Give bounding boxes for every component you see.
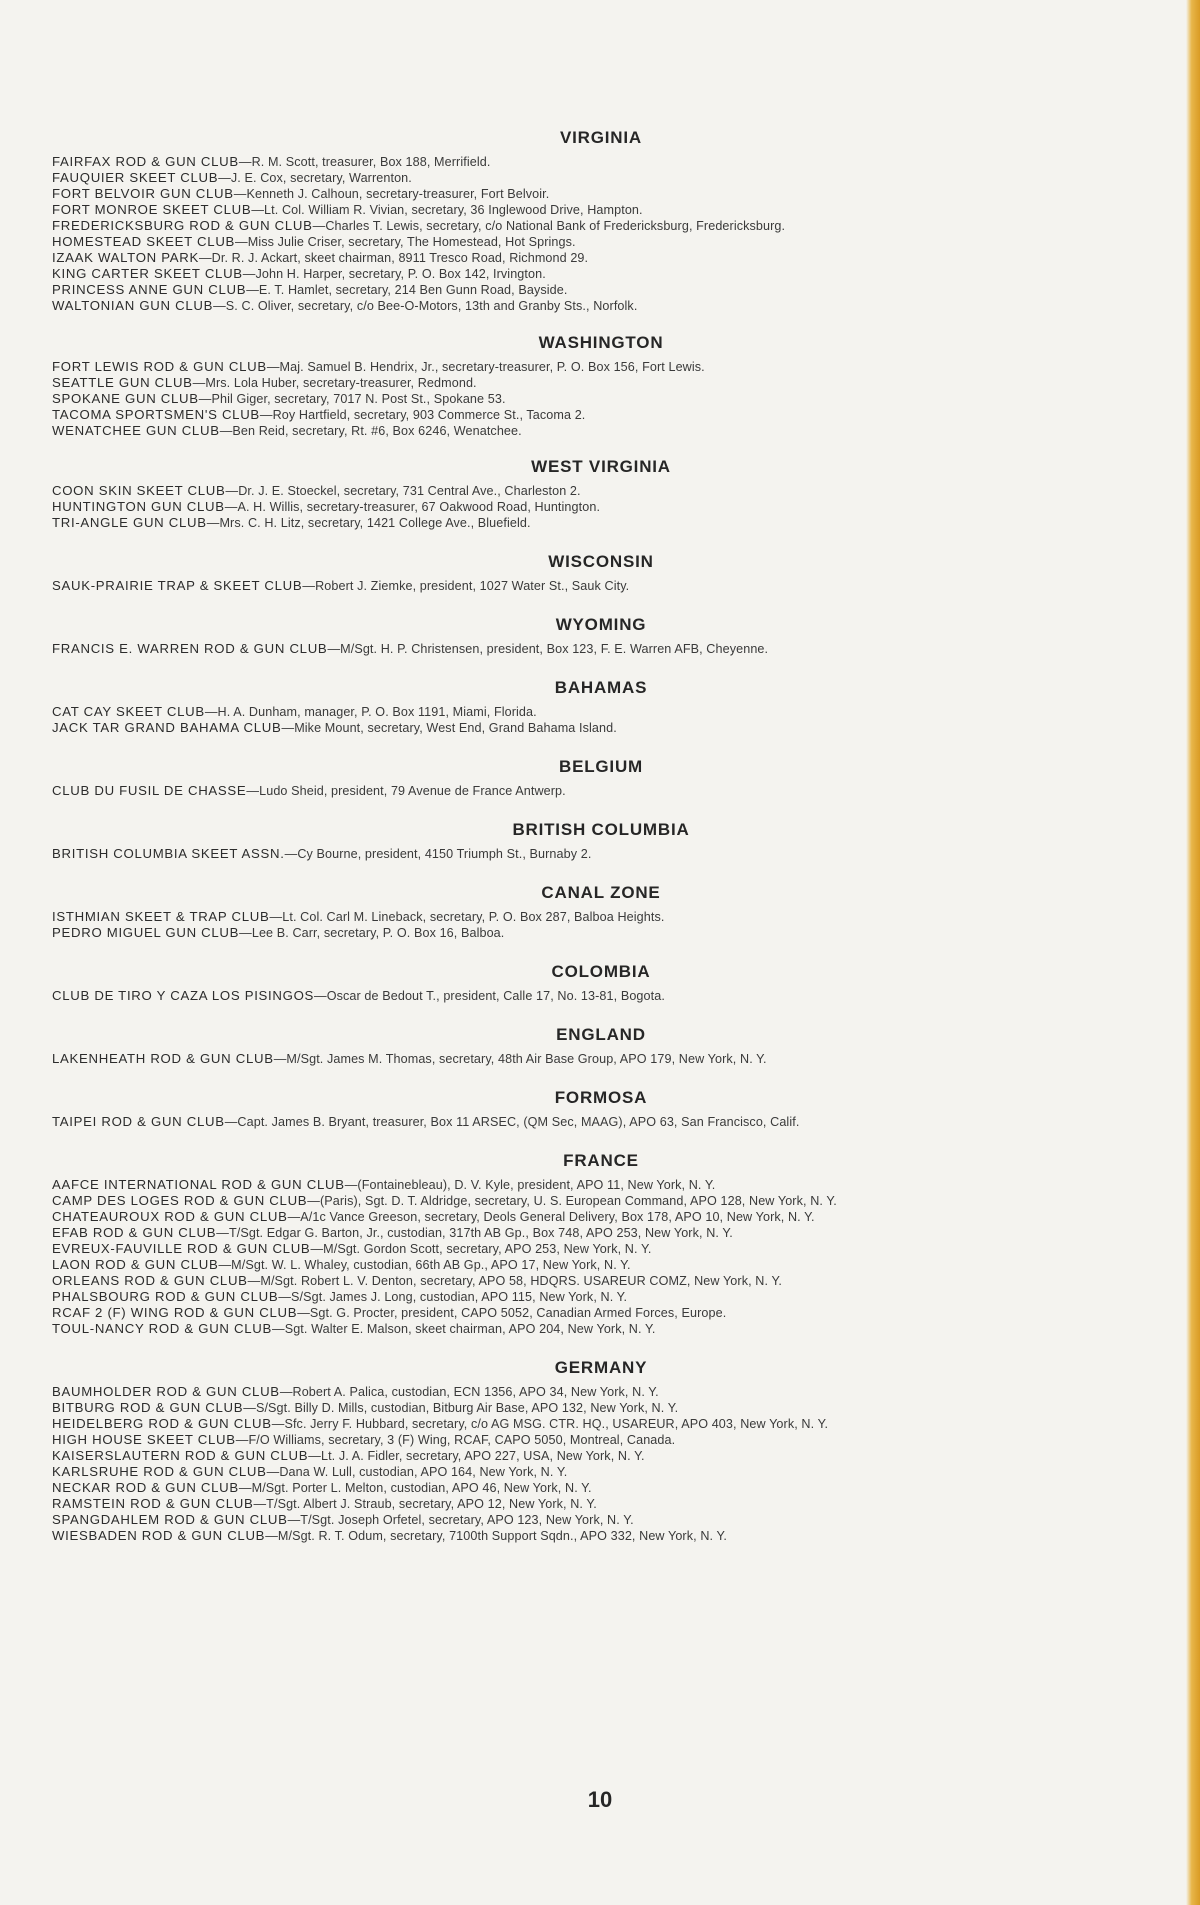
club-details: —Sfc. Jerry F. Hubbard, secretary, c/o AG MSG. CTR. HQ., USAREUR, APO 403, New York, N. Y. xyxy=(271,1417,829,1431)
club-details: —T/Sgt. Edgar G. Barton, Jr., custodian, 317th AB Gp., Box 748, APO 253, New York, N. Y. xyxy=(216,1226,733,1240)
club-entry xyxy=(52,266,1150,282)
club-name: FRANCIS E. WARREN ROD & GUN CLUB xyxy=(52,641,328,656)
club-name: EVREUX-FAUVILLE ROD & GUN CLUB xyxy=(52,1241,311,1256)
club-name: HOMESTEAD SKEET CLUB xyxy=(52,234,236,249)
club-name: COON SKIN SKEET CLUB xyxy=(52,483,226,498)
state-section xyxy=(52,757,1150,799)
section-title: WISCONSIN xyxy=(548,552,654,571)
club-name: HEIDELBERG ROD & GUN CLUB xyxy=(52,1416,272,1431)
club-entry xyxy=(52,359,1150,375)
club-entry xyxy=(52,720,1150,736)
club-entry xyxy=(52,1225,1150,1241)
club-name: SEATTLE GUN CLUB xyxy=(52,375,193,390)
club-details: —M/Sgt. Porter L. Melton, custodian, APO 46, New York, N. Y. xyxy=(238,1481,592,1495)
club-name: FORT LEWIS ROD & GUN CLUB xyxy=(52,359,267,374)
club-entry xyxy=(52,202,1150,218)
club-details: —M/Sgt. James M. Thomas, secretary, 48th Air Base Group, APO 179, New York, N. Y. xyxy=(273,1052,767,1066)
club-details: —S/Sgt. James J. Long, custodian, APO 115, New York, N. Y. xyxy=(278,1290,628,1304)
club-entry xyxy=(52,1321,1150,1337)
section-title: WYOMING xyxy=(555,615,647,634)
section-title: BELGIUM xyxy=(559,757,643,776)
club-entry xyxy=(52,407,1150,423)
section-title: FRANCE xyxy=(563,1151,639,1170)
club-entry xyxy=(52,1273,1150,1289)
club-name: JACK TAR GRAND BAHAMA CLUB xyxy=(52,720,282,735)
club-entry xyxy=(52,1257,1150,1273)
club-entry xyxy=(52,578,1150,594)
club-entry xyxy=(52,1480,1150,1496)
club-name: WENATCHEE GUN CLUB xyxy=(52,423,220,438)
club-name: KAISERSLAUTERN ROD & GUN CLUB xyxy=(52,1448,309,1463)
club-details: —Charles T. Lewis, secretary, c/o National Bank of Fredericksburg, Fredericksburg. xyxy=(312,219,786,233)
club-name: FORT MONROE SKEET CLUB xyxy=(52,202,252,217)
state-section xyxy=(52,820,1150,862)
club-entry xyxy=(52,170,1150,186)
state-section xyxy=(52,552,1150,594)
state-section xyxy=(52,1358,1150,1544)
club-details: —Ben Reid, secretary, Rt. #6, Box 6246, Wenatchee. xyxy=(219,424,522,438)
club-name: CAT CAY SKEET CLUB xyxy=(52,704,205,719)
club-entry xyxy=(52,1305,1150,1321)
club-entry xyxy=(52,499,1150,515)
club-name: TACOMA SPORTSMEN'S CLUB xyxy=(52,407,260,422)
section-title: BRITISH COLUMBIA xyxy=(512,820,690,839)
club-name: SPANGDAHLEM ROD & GUN CLUB xyxy=(52,1512,288,1527)
state-section xyxy=(52,678,1150,736)
club-name: FORT BELVOIR GUN CLUB xyxy=(52,186,234,201)
club-entry xyxy=(52,483,1150,499)
club-name: TRI-ANGLE GUN CLUB xyxy=(52,515,207,530)
club-name: KING CARTER SKEET CLUB xyxy=(52,266,243,281)
club-name: CLUB DE TIRO Y CAZA LOS PISINGOS xyxy=(52,988,315,1003)
club-details: —Robert A. Palica, custodian, ECN 1356, APO 34, New York, N. Y. xyxy=(279,1385,659,1399)
club-entry xyxy=(52,298,1150,314)
club-name: NECKAR ROD & GUN CLUB xyxy=(52,1480,239,1495)
club-details: —Mrs. Lola Huber, secretary-treasurer, Redmond. xyxy=(192,376,477,390)
state-section xyxy=(52,457,1150,531)
club-details: —E. T. Hamlet, secretary, 214 Ben Gunn Road, Bayside. xyxy=(246,283,568,297)
club-name: LAON ROD & GUN CLUB xyxy=(52,1257,219,1272)
club-details: —Mike Mount, secretary, West End, Grand Bahama Island. xyxy=(281,721,617,735)
section-title: COLOMBIA xyxy=(551,962,651,981)
club-details: —Lt. Col. Carl M. Lineback, secretary, P. O. Box 287, Balboa Heights. xyxy=(269,910,665,924)
club-details: —M/Sgt. Gordon Scott, secretary, APO 253, New York, N. Y. xyxy=(310,1242,652,1256)
club-entry xyxy=(52,186,1150,202)
club-details: —Dana W. Lull, custodian, APO 164, New York, N. Y. xyxy=(266,1465,568,1479)
state-section xyxy=(52,1025,1150,1067)
club-details: —H. A. Dunham, manager, P. O. Box 1191, Miami, Florida. xyxy=(204,705,537,719)
state-section xyxy=(52,1088,1150,1130)
club-details: —S/Sgt. Billy D. Mills, custodian, Bitburg Air Base, APO 132, New York, N. Y. xyxy=(243,1401,679,1415)
club-entry xyxy=(52,1114,1150,1130)
club-details: —F/O Williams, secretary, 3 (F) Wing, RCAF, CAPO 5050, Montreal, Canada. xyxy=(235,1433,676,1447)
club-entry xyxy=(52,1432,1150,1448)
state-section xyxy=(52,883,1150,941)
club-name: TAIPEI ROD & GUN CLUB xyxy=(52,1114,225,1129)
club-entry xyxy=(52,375,1150,391)
club-entry xyxy=(52,234,1150,250)
club-name: CHATEAUROUX ROD & GUN CLUB xyxy=(52,1209,288,1224)
club-name: PRINCESS ANNE GUN CLUB xyxy=(52,282,247,297)
club-details: —Miss Julie Criser, secretary, The Homestead, Hot Springs. xyxy=(235,235,576,249)
club-entry xyxy=(52,1496,1150,1512)
section-title: WEST VIRGINIA xyxy=(531,457,671,476)
club-entry xyxy=(52,1209,1150,1225)
page-edge xyxy=(1186,0,1200,1905)
club-details: —Mrs. C. H. Litz, secretary, 1421 College Ave., Bluefield. xyxy=(206,516,531,530)
club-details: —Dr. R. J. Ackart, skeet chairman, 8911 Tresco Road, Richmond 29. xyxy=(198,251,589,265)
club-entry xyxy=(52,154,1150,170)
club-details: —Dr. J. E. Stoeckel, secretary, 731 Central Ave., Charleston 2. xyxy=(225,484,581,498)
state-section xyxy=(52,615,1150,657)
club-name: ORLEANS ROD & GUN CLUB xyxy=(52,1273,248,1288)
club-name: FAIRFAX ROD & GUN CLUB xyxy=(52,154,239,169)
club-name: PEDRO MIGUEL GUN CLUB xyxy=(52,925,240,940)
club-entry xyxy=(52,423,1150,439)
club-details: —Sgt. G. Procter, president, CAPO 5052, Canadian Armed Forces, Europe. xyxy=(297,1306,727,1320)
club-name: CAMP DES LOGES ROD & GUN CLUB xyxy=(52,1193,308,1208)
section-title: WASHINGTON xyxy=(538,333,664,352)
club-details: —Oscar de Bedout T., president, Calle 17, No. 13-81, Bogota. xyxy=(314,989,665,1003)
club-entry xyxy=(52,1241,1150,1257)
club-details: —A. H. Willis, secretary-treasurer, 67 Oakwood Road, Huntington. xyxy=(224,500,601,514)
club-details: —M/Sgt. W. L. Whaley, custodian, 66th AB Gp., APO 17, New York, N. Y. xyxy=(218,1258,631,1272)
club-details: —J. E. Cox, secretary, Warrenton. xyxy=(218,171,412,185)
section-title: FORMOSA xyxy=(554,1088,648,1107)
club-name: WIESBADEN ROD & GUN CLUB xyxy=(52,1528,266,1543)
club-name: HUNTINGTON GUN CLUB xyxy=(52,499,225,514)
club-details: —Lt. J. A. Fidler, secretary, APO 227, USA, New York, N. Y. xyxy=(308,1449,645,1463)
club-name: FAUQUIER SKEET CLUB xyxy=(52,170,219,185)
club-name: WALTONIAN GUN CLUB xyxy=(52,298,214,313)
club-details: —John H. Harper, secretary, P. O. Box 142, Irvington. xyxy=(242,267,546,281)
club-entry xyxy=(52,925,1150,941)
club-entry xyxy=(52,1528,1150,1544)
club-name: RCAF 2 (F) WING ROD & GUN CLUB xyxy=(52,1305,298,1320)
club-details: —M/Sgt. H. P. Christensen, president, Box 123, F. E. Warren AFB, Cheyenne. xyxy=(327,642,769,656)
club-details: —Capt. James B. Bryant, treasurer, Box 11 ARSEC, (QM Sec, MAAG), APO 63, San Francisco, Calif. xyxy=(224,1115,800,1129)
club-name: TOUL-NANCY ROD & GUN CLUB xyxy=(52,1321,272,1336)
state-section xyxy=(52,1151,1150,1337)
club-details: —T/Sgt. Albert J. Straub, secretary, APO 12, New York, N. Y. xyxy=(253,1497,597,1511)
club-details: —Cy Bourne, president, 4150 Triumph St., Burnaby 2. xyxy=(284,847,592,861)
club-entry xyxy=(52,909,1150,925)
club-name: KARLSRUHE ROD & GUN CLUB xyxy=(52,1464,267,1479)
state-section xyxy=(52,128,1150,314)
club-name: SAUK-PRAIRIE TRAP & SKEET CLUB xyxy=(52,578,303,593)
club-name: RAMSTEIN ROD & GUN CLUB xyxy=(52,1496,254,1511)
club-details: —Kenneth J. Calhoun, secretary-treasurer, Fort Belvoir. xyxy=(233,187,550,201)
club-entry xyxy=(52,1416,1150,1432)
club-name: PHALSBOURG ROD & GUN CLUB xyxy=(52,1289,279,1304)
club-details: —M/Sgt. R. T. Odum, secretary, 7100th Support Sqdn., APO 332, New York, N. Y. xyxy=(265,1529,727,1543)
section-title: BAHAMAS xyxy=(554,678,648,697)
club-details: —Roy Hartfield, secretary, 903 Commerce St., Tacoma 2. xyxy=(259,408,586,422)
club-entry xyxy=(52,846,1150,862)
club-name: SPOKANE GUN CLUB xyxy=(52,391,199,406)
club-details: —M/Sgt. Robert L. V. Denton, secretary, APO 58, HDQRS. USAREUR COMZ, New York, N. Y. xyxy=(247,1274,782,1288)
club-entry xyxy=(52,1384,1150,1400)
club-name: BAUMHOLDER ROD & GUN CLUB xyxy=(52,1384,280,1399)
club-entry xyxy=(52,783,1150,799)
club-details: —T/Sgt. Joseph Orfetel, secretary, APO 123, New York, N. Y. xyxy=(287,1513,634,1527)
page-number: 10 xyxy=(587,1787,613,1812)
club-entry xyxy=(52,282,1150,298)
club-entry xyxy=(52,218,1150,234)
club-details: —Lt. Col. William R. Vivian, secretary, 36 Inglewood Drive, Hampton. xyxy=(251,203,643,217)
section-title: VIRGINIA xyxy=(560,128,642,147)
club-details: —Maj. Samuel B. Hendrix, Jr., secretary-treasurer, P. O. Box 156, Fort Lewis. xyxy=(266,360,705,374)
club-name: EFAB ROD & GUN CLUB xyxy=(52,1225,217,1240)
club-details: —Ludo Sheid, president, 79 Avenue de France Antwerp. xyxy=(246,784,566,798)
club-details: —A/1c Vance Greeson, secretary, Deols General Delivery, Box 178, APO 10, New York, N. Y. xyxy=(287,1210,815,1224)
club-entry xyxy=(52,1512,1150,1528)
club-name: LAKENHEATH ROD & GUN CLUB xyxy=(52,1051,274,1066)
club-name: FREDERICKSBURG ROD & GUN CLUB xyxy=(52,218,313,233)
club-name: HIGH HOUSE SKEET CLUB xyxy=(52,1432,236,1447)
club-name: BITBURG ROD & GUN CLUB xyxy=(52,1400,244,1415)
club-entry xyxy=(52,1289,1150,1305)
club-name: IZAAK WALTON PARK xyxy=(52,250,199,265)
section-title: CANAL ZONE xyxy=(541,883,661,902)
club-name: ISTHMIAN SKEET & TRAP CLUB xyxy=(52,909,270,924)
club-details: —Robert J. Ziemke, president, 1027 Water St., Sauk City. xyxy=(302,579,630,593)
club-entry xyxy=(52,1400,1150,1416)
club-details: —S. C. Oliver, secretary, c/o Bee-O-Motors, 13th and Granby Sts., Norfolk. xyxy=(213,299,638,313)
club-entry xyxy=(52,641,1150,657)
club-entry xyxy=(52,988,1150,1004)
club-details: —(Fontainebleau), D. V. Kyle, president, APO 11, New York, N. Y. xyxy=(344,1178,716,1192)
club-entry xyxy=(52,1464,1150,1480)
club-details: —Lee B. Carr, secretary, P. O. Box 16, Balboa. xyxy=(239,926,505,940)
club-entry xyxy=(52,704,1150,720)
club-entry xyxy=(52,1051,1150,1067)
club-details: —Phil Giger, secretary, 7017 N. Post St., Spokane 53. xyxy=(198,392,506,406)
club-entry xyxy=(52,250,1150,266)
state-section xyxy=(52,962,1150,1004)
section-title: GERMANY xyxy=(554,1358,648,1377)
state-section xyxy=(52,333,1150,439)
club-details: —R. M. Scott, treasurer, Box 188, Merrifield. xyxy=(238,155,491,169)
club-entry xyxy=(52,1177,1150,1193)
club-name: AAFCE INTERNATIONAL ROD & GUN CLUB xyxy=(52,1177,345,1192)
club-name: CLUB DU FUSIL DE CHASSE xyxy=(52,783,247,798)
club-details: —Sgt. Walter E. Malson, skeet chairman, APO 204, New York, N. Y. xyxy=(272,1322,656,1336)
club-entry xyxy=(52,1193,1150,1209)
club-name: BRITISH COLUMBIA SKEET ASSN. xyxy=(52,846,285,861)
section-title: ENGLAND xyxy=(556,1025,646,1044)
club-details: —(Paris), Sgt. D. T. Aldridge, secretary, U. S. European Command, APO 128, New York, N. Y. xyxy=(307,1194,837,1208)
directory-content xyxy=(52,128,1150,1544)
club-entry xyxy=(52,391,1150,407)
club-entry xyxy=(52,1448,1150,1464)
club-entry xyxy=(52,515,1150,531)
